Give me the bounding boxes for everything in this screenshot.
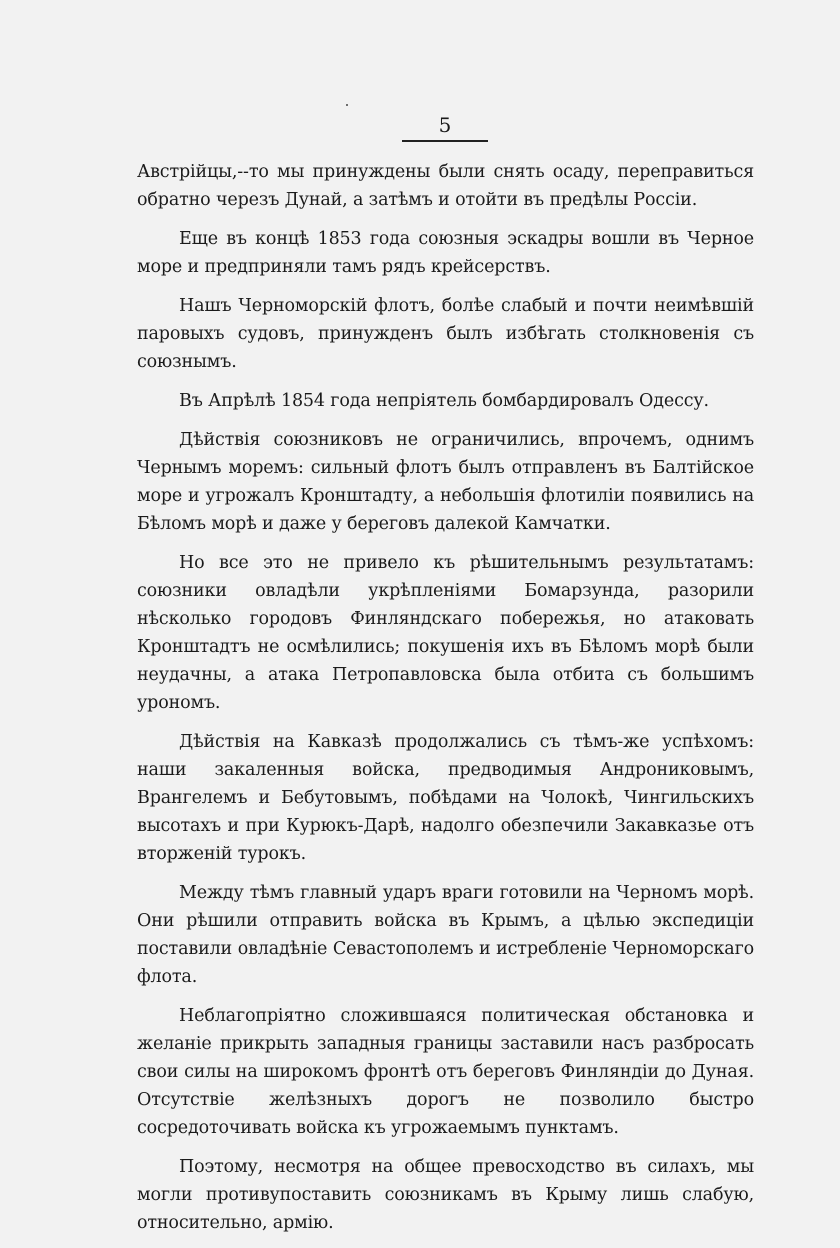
paragraph-5: Дѣйствія союзниковъ не ограничились, впрочемъ, однимъ Чернымъ моремъ: сильный флотъ былъ отправленъ въ Балтійское море и угрожалъ Кронштадту, а небольшія флотиліи появились на Бѣломъ морѣ и даже у береговъ далекой Камчатки. xyxy=(137,430,754,534)
page-number: 5 xyxy=(438,113,452,137)
paragraph-2: Еще въ концѣ 1853 года союзныя эскадры вошли въ Черное море и предприняли тамъ рядъ крейсерствъ. xyxy=(137,229,754,277)
print-speck xyxy=(346,104,348,106)
paragraph-3: Нашъ Черноморскій флотъ, болѣе слабый и почти неимѣвшій паровыхъ судовъ, принужденъ былъ избѣгать столкновенія съ союзнымъ. xyxy=(137,296,754,372)
paragraph-4: Въ Апрѣлѣ 1854 года непріятель бомбардировалъ Одессу. xyxy=(179,391,709,411)
paragraph-8: Между тѣмъ главный ударъ враги готовили на Черномъ морѣ. Они рѣшили отправить войска въ Крымъ, а цѣлью экспедиціи поставили овладѣніе Севастополемъ и истребленіе Черноморскаго флота. xyxy=(137,883,754,987)
paragraph-7: Дѣйствія на Кавказѣ продолжались съ тѣмъ-же успѣхомъ: наши закаленныя войска, предводимыя Андрониковымъ, Врангелемъ и Бебутовымъ, побѣдами на Чолокѣ, Чингильскихъ высотахъ и при Курюкъ-Дарѣ, надолго обезпечили Закавказье отъ вторженій турокъ. xyxy=(137,732,754,864)
page-number-rule xyxy=(402,140,488,142)
paragraph-1: Австрійцы,--то мы принуждены были снять осаду, переправиться обратно черезъ Дунай, а затѣмъ и отойти въ предѣлы Россіи. xyxy=(137,162,754,210)
paragraph-10: Поэтому, несмотря на общее превосходство въ силахъ, мы могли противупоставить союзникамъ въ Крыму лишь слабую, относительно, армію. xyxy=(137,1157,754,1233)
paragraph-6: Но все это не привело къ рѣшительнымъ результатамъ: союзники овладѣли укрѣпленіями Бомарзунда, разорили нѣсколько городовъ Финляндскаго побережья, но атаковать Кронштадтъ не осмѣлились; покушенія ихъ въ Бѣломъ морѣ были неудачны, а атака Петропавловска была отбита съ большимъ урономъ. xyxy=(137,553,754,713)
paragraph-9: Неблагопріятно сложившаяся политическая обстановка и желаніе прикрыть западныя границы заставили насъ разбросать свои силы на широкомъ фронтѣ отъ береговъ Финляндіи до Дуная. Отсутствіе желѣзныхъ дорогъ не позволило быстро сосредоточивать войска къ угрожаемымъ пунктамъ. xyxy=(137,1006,754,1138)
body-text xyxy=(137,158,754,1248)
